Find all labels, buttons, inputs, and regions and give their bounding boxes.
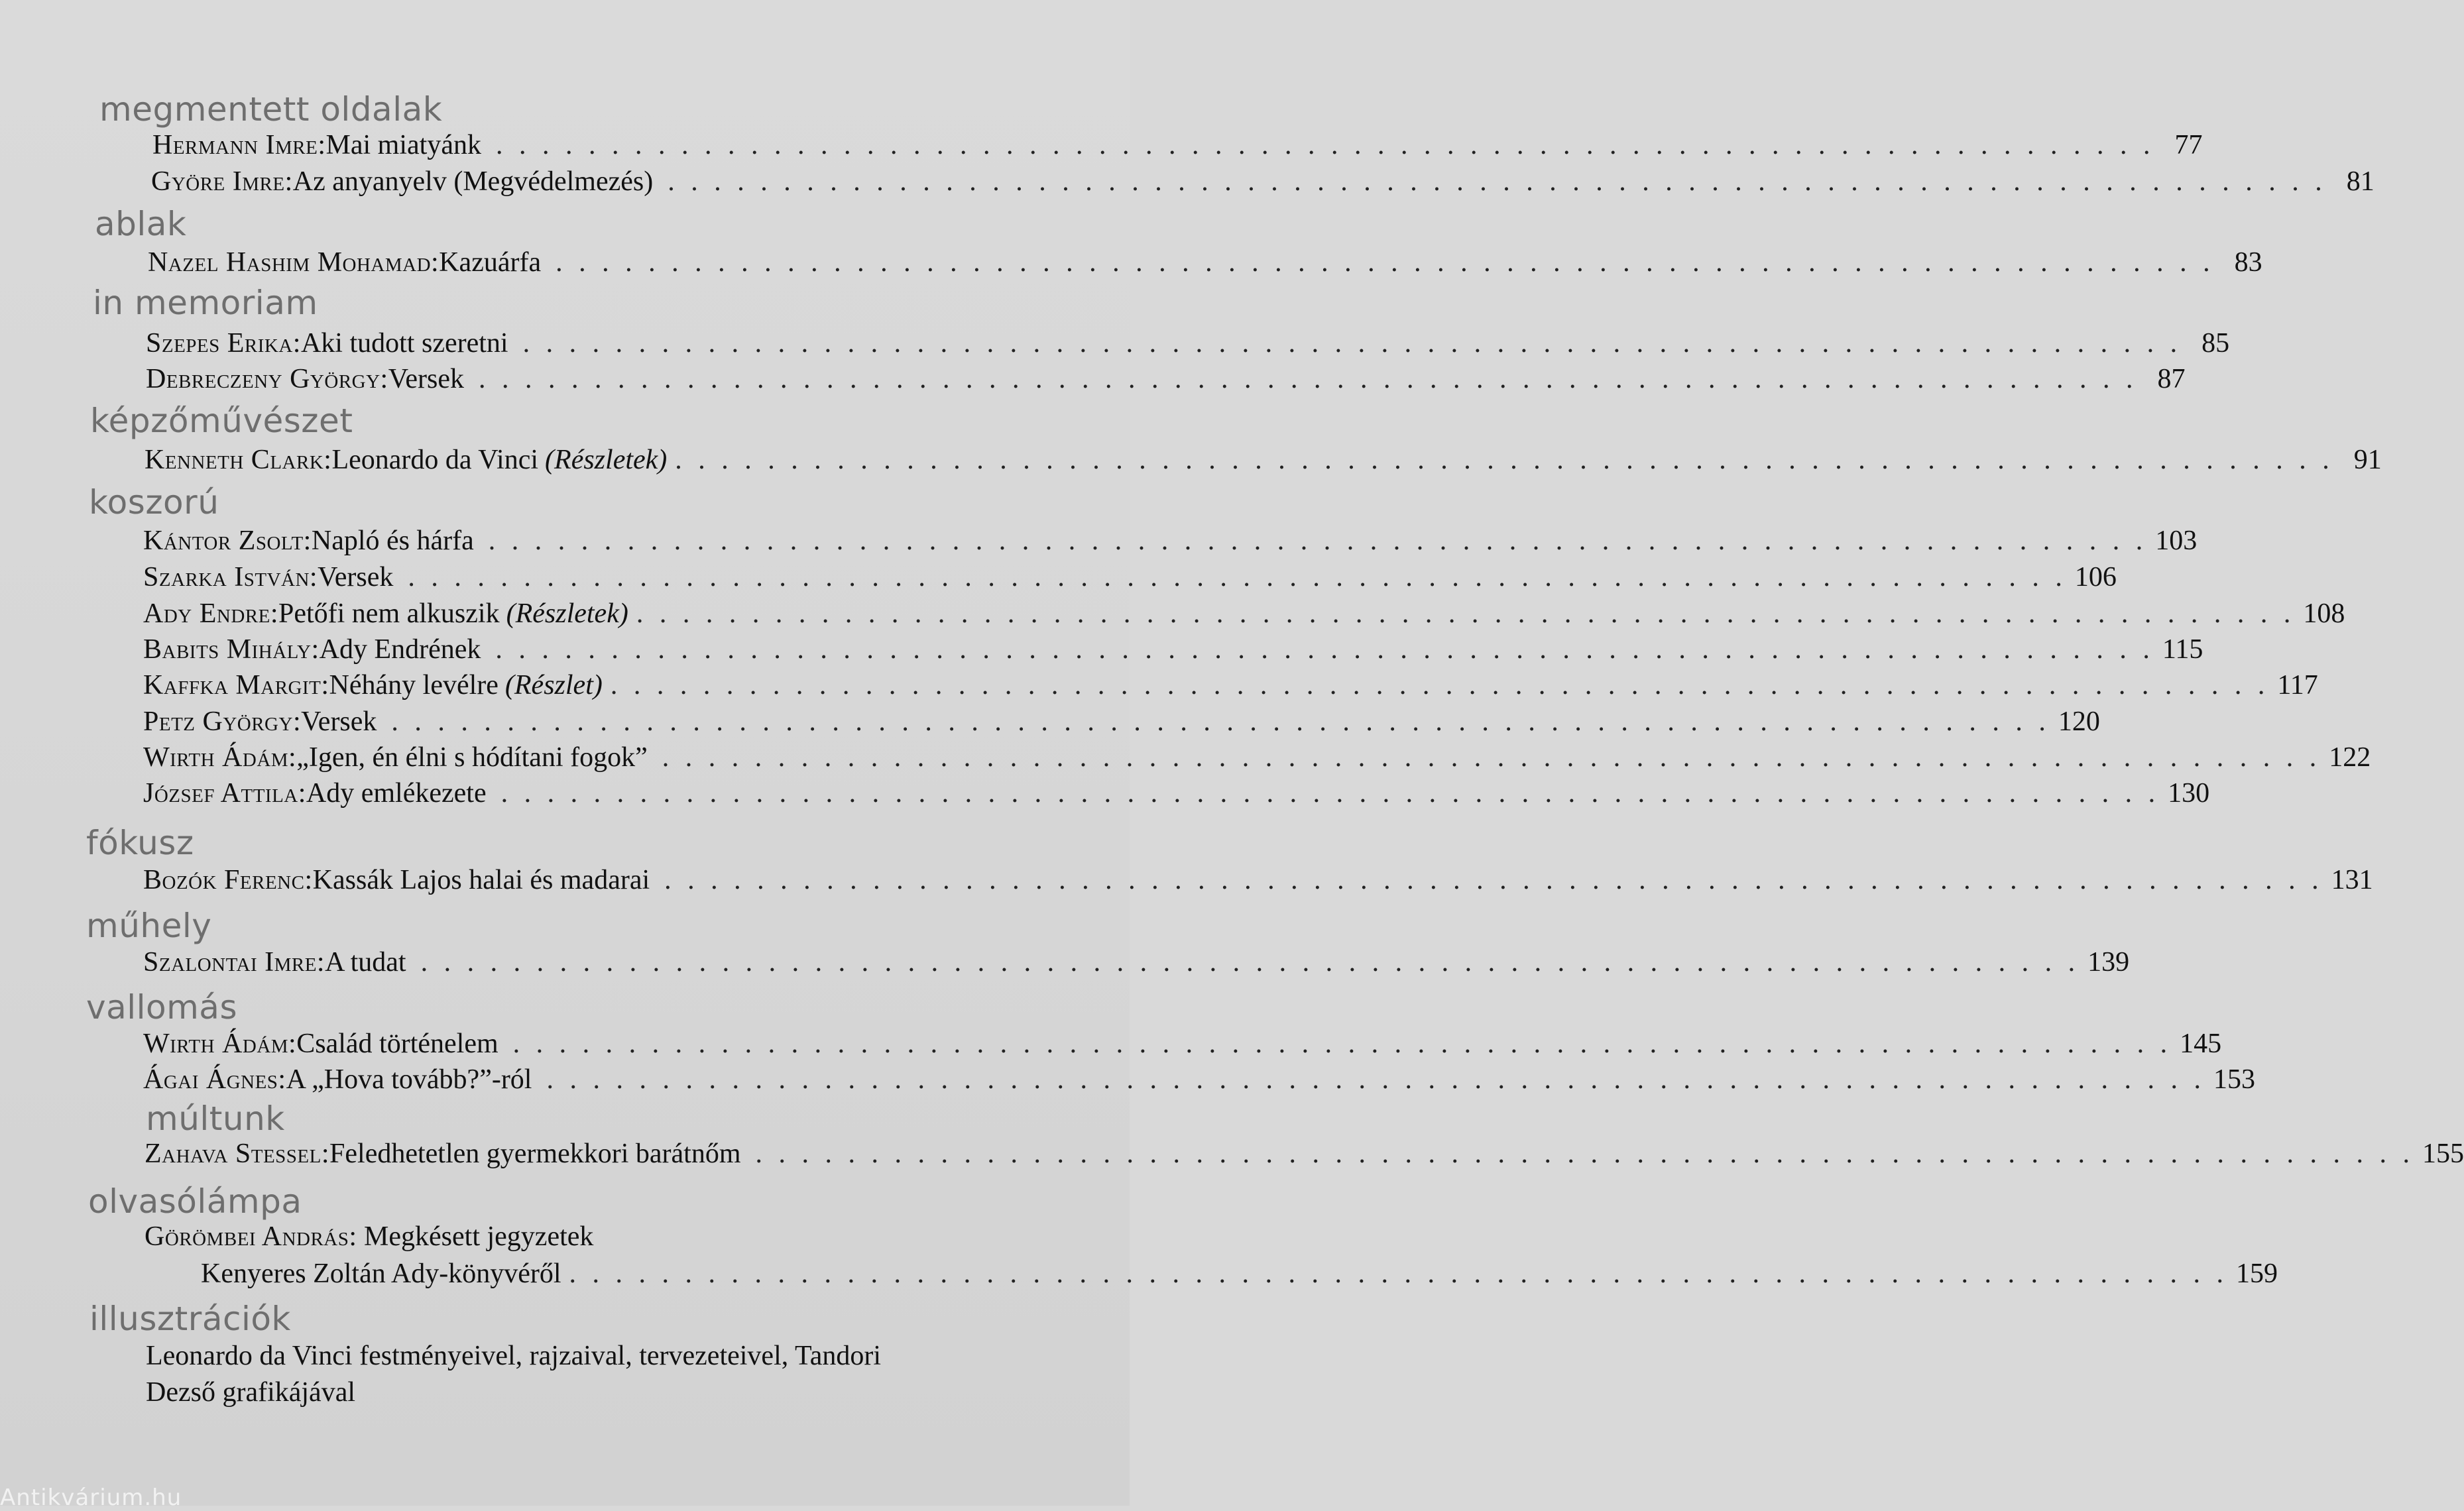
toc-entry [152,130,2203,160]
entry-title: Mai miatyánk [325,130,481,160]
entry-title: A tudat [325,947,406,978]
dot-leader: . . . . . . . . . . . . . . . . . . . . . . . . . . . . . . . . . . . . . . . . . . . . . . . . . . . . . . . . . . . . . . . . . . . . . . . . [569,1259,2229,1289]
entry-title: Petőfi nem alkuszik [278,598,500,629]
dot-leader: . . . . . . . . . . . . . . . . . . . . . . . . . . . . . . . . . . . . . . . . . . . . . . . . . . . . . . . . . . . . . . . . . . . . . . . . [488,526,2148,556]
section-heading: koszorú [89,483,219,522]
dot-leader: . . . . . . . . . . . . . . . . . . . . . . . . . . . . . . . . . . . . . . . . . . . . . . . . . . . . . . . . . . . . . . . . . . . . . . . . [479,364,2138,394]
section-heading: in memoriam [93,284,318,322]
illustrations-line: Leonardo da Vinci festményeivel, rajzaival, tervezeteivel, Tandori [146,1341,882,1371]
toc-entry [143,742,2371,773]
section-heading: képzőművészet [90,402,353,440]
entry-note: (Részletek) [545,445,668,475]
entry-author: Kaffka Margit: [143,670,329,700]
entry-author: Bozók Ferenc: [143,865,313,895]
section-heading: műhely [86,907,212,945]
toc-entry [143,634,2203,665]
entry-page-number: 81 [2346,166,2375,197]
section-heading: olvasólámpa [88,1182,302,1221]
toc-entry [143,1064,2255,1095]
entry-title: Aki tudott szeretni [300,328,508,359]
toc-entry [143,778,2210,809]
entry-page-number: 122 [2329,742,2371,773]
dot-leader: . . . . . . . . . . . . . . . . . . . . . . . . . . . . . . . . . . . . . . . . . . . . . . . . . . . . . . . . . . . . . . . . . . . . . . . . [546,1064,2205,1095]
entry-page-number: 85 [2201,328,2230,359]
entry-author: Szepes Erika: [146,328,301,359]
entry-author: József Attila: [143,778,306,809]
dot-leader: . . . . . . . . . . . . . . . . . . . . . . . . . . . . . . . . . . . . . . . . . . . . . . . . . . . . . . . . . . . . . . . . . . . . . . . . [391,706,2050,737]
section-heading: múltunk [146,1099,285,1138]
section-heading: illusztrációk [89,1300,291,1338]
toc-entry [143,1029,2222,1059]
dot-leader: . . . . . . . . . . . . . . . . . . . . . . . . . . . . . . . . . . . . . . . . . . . . . . . . . . . . . . . . . . . . . . . . . . . . . . . . [522,328,2182,359]
entry-page-number: 115 [2162,634,2203,665]
entry-title: Kenyeres Zoltán Ady-könyvéről [201,1259,561,1289]
dot-leader: . . . . . . . . . . . . . . . . . . . . . . . . . . . . . . . . . . . . . . . . . . . . . . . . . . . . . . . . . . . . . . . . . . . . . . . . [755,1139,2414,1169]
illustrations-line: Dezső grafikájával [146,1377,356,1408]
entry-title: „Igen, én élni s hódítani fogok” [296,742,648,773]
entry-author: Hermann Imre: [152,130,326,160]
dot-leader: . . . . . . . . . . . . . . . . . . . . . . . . . . . . . . . . . . . . . . . . . . . . . . . . . . . . . . . . . . . . . . . . . . . . . . . . [500,778,2160,809]
entry-page-number: 153 [2213,1064,2255,1095]
entry-author: Babits Mihály: [143,634,320,665]
entry-title: Megkésett jegyzetek [357,1221,594,1252]
toc-entry-continuation [201,1259,2278,1289]
entry-title: Versek [301,706,377,737]
entry-page-number: 120 [2058,706,2100,737]
toc-entry [145,445,2382,475]
toc-entry [148,247,2262,278]
dot-leader: . . . . . . . . . . . . . . . . . . . . . . . . . . . . . . . . . . . . . . . . . . . . . . . . . . . . . . . . . . . . . . . . . . . . . . . . [512,1029,2172,1059]
entry-author: Nazel Hashim Mohamad: [148,247,440,278]
toc-entry [143,947,2130,978]
dot-leader: . . . . . . . . . . . . . . . . . . . . . . . . . . . . . . . . . . . . . . . . . . . . . . . . . . . . . . . . . . . . . . . . . . . . . . . . [556,247,2215,278]
entry-title: Ady emlékezete [306,778,487,809]
entry-author: Ady Endre: [143,598,278,629]
entry-page-number: 145 [2180,1029,2222,1059]
watermark-text: Antikvárium.hu [0,1484,182,1511]
entry-title: Kazuárfa [439,247,542,278]
dot-leader: . . . . . . . . . . . . . . . . . . . . . . . . . . . . . . . . . . . . . . . . . . . . . . . . . . . . . . . . . . . . . . . . . . . . . . . . [662,742,2321,773]
entry-page-number: 91 [2353,445,2382,475]
entry-page-number: 87 [2157,364,2186,394]
entry-title: Versek [318,562,394,592]
dot-leader: . . . . . . . . . . . . . . . . . . . . . . . . . . . . . . . . . . . . . . . . . . . . . . . . . . . . . . . . . . . . . . . . . . . . . . . . [495,634,2154,665]
entry-author: Debreczeny György: [146,364,388,394]
entry-title: A „Hova tovább?”-ról [286,1064,532,1095]
entry-author: Szarka István: [143,562,318,592]
entry-note: (Részletek) [506,598,628,629]
toc-entry [143,598,2345,629]
section-heading: megmentett oldalak [99,90,443,129]
toc-entry [143,670,2318,700]
toc-entry [143,706,2100,737]
section-heading: fókusz [86,824,194,862]
entry-page-number: 103 [2155,526,2198,556]
dot-leader: . . . . . . . . . . . . . . . . . . . . . . . . . . . . . . . . . . . . . . . . . . . . . . . . . . . . . . . . . . . . . . . . . . . . . . . . [610,670,2270,700]
entry-title: Kassák Lajos halai és madarai [312,865,650,895]
dot-leader: . . . . . . . . . . . . . . . . . . . . . . . . . . . . . . . . . . . . . . . . . . . . . . . . . . . . . . . . . . . . . . . . . . . . . . . . [636,598,2296,629]
entry-page-number: 130 [2168,778,2210,809]
entry-author: Görömbei András: [145,1221,357,1252]
entry-title: Versek [388,364,465,394]
entry-page-number: 155 [2422,1139,2464,1169]
toc-entry [145,1223,593,1251]
entry-page-number: 106 [2074,562,2117,592]
dot-leader: . . . . . . . . . . . . . . . . . . . . . . . . . . . . . . . . . . . . . . . . . . . . . . . . . . . . . . . . . . . . . . . . . . . . . . . . [420,947,2080,978]
entry-title: Az anyanyelv (Megvédelmezés) [292,166,654,197]
entry-author: Petz György: [143,706,302,737]
entry-title: Néhány levélre [329,670,499,700]
entry-author: Wirth Ádám: [143,1029,297,1059]
entry-author: Szalontai Imre: [143,947,325,978]
toc-entry [143,865,2373,895]
dot-leader: . . . . . . . . . . . . . . . . . . . . . . . . . . . . . . . . . . . . . . . . . . . . . . . . . . . . . . . . . . . . . . . . . . . . . . . . [495,130,2155,160]
entry-author: Ágai Ágnes: [143,1064,286,1095]
section-heading: ablak [95,205,187,243]
toc-entry [145,1139,2464,1169]
entry-title: Család történelem [296,1029,499,1059]
section-heading: vallomás [86,988,237,1027]
entry-author: Wirth Ádám: [143,742,297,773]
entry-title: Ady Endrének [319,634,481,665]
entry-page-number: 117 [2277,670,2318,700]
entry-page-number: 77 [2174,130,2203,160]
entry-page-number: 159 [2236,1259,2278,1289]
entry-page-number: 108 [2303,598,2345,629]
entry-author: Kántor Zsolt: [143,526,312,556]
entry-title: Leonardo da Vinci [331,445,539,475]
toc-entry [146,364,2186,394]
entry-author: Zahava Stessel: [145,1139,330,1169]
entry-page-number: 83 [2234,247,2262,278]
entry-author: Györe Imre: [151,166,293,197]
entry-page-number: 131 [2331,865,2373,895]
toc-entry [151,166,2375,197]
toc-entry [143,562,2117,592]
dot-leader: . . . . . . . . . . . . . . . . . . . . . . . . . . . . . . . . . . . . . . . . . . . . . . . . . . . . . . . . . . . . . . . . . . . . . . . . [668,166,2327,197]
dot-leader: . . . . . . . . . . . . . . . . . . . . . . . . . . . . . . . . . . . . . . . . . . . . . . . . . . . . . . . . . . . . . . . . . . . . . . . . [664,865,2323,895]
entry-title: Feledhetetlen gyermekkori barátnőm [329,1139,741,1169]
entry-author: Kenneth Clark: [145,445,332,475]
dot-leader: . . . . . . . . . . . . . . . . . . . . . . . . . . . . . . . . . . . . . . . . . . . . . . . . . . . . . . . . . . . . . . . . . . . . . . . . [408,562,2067,592]
dot-leader: . . . . . . . . . . . . . . . . . . . . . . . . . . . . . . . . . . . . . . . . . . . . . . . . . . . . . . . . . . . . . . . . . . . . . . . . [675,445,2334,475]
entry-note: (Részlet) [504,670,603,700]
entry-page-number: 139 [2087,947,2130,978]
toc-entry [146,328,2230,359]
toc-entry [143,526,2198,556]
entry-title: Napló és hárfa [311,526,474,556]
